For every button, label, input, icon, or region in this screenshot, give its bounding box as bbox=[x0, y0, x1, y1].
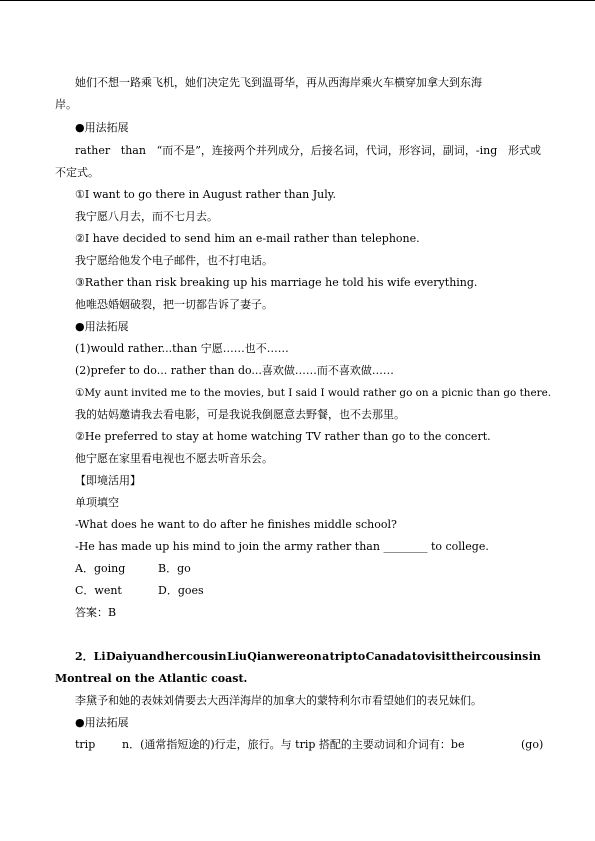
heading-word: in bbox=[528, 650, 541, 663]
heading-word: to bbox=[352, 650, 366, 663]
heading-word: trip bbox=[329, 650, 353, 663]
heading-word: cousins bbox=[481, 650, 529, 663]
translation-line-1: 她们不想一路乘飞机，她们决定先飞到温哥华，再从西海岸乘火车横穿加拿大到东海 bbox=[75, 76, 482, 89]
heading-word: her bbox=[164, 650, 186, 663]
answer: 答案：B bbox=[75, 606, 117, 619]
top-rule bbox=[0, 0, 595, 1]
option-b: B．go bbox=[158, 562, 191, 575]
example-zh: 我的姑妈邀请我去看电影，可是我说我倒愿意去野餐，也不去那里。 bbox=[75, 408, 405, 421]
pattern-1: (1)would rather...than 宁愿……也不…… bbox=[75, 342, 289, 355]
def-word: than bbox=[120, 144, 146, 157]
rather-than-definition bbox=[75, 144, 541, 158]
usage-heading: ●用法拓展 bbox=[75, 320, 129, 333]
def-word: “而不是”，连接两个并列成分，后接名词，代词，形容词，副词，-ing bbox=[156, 144, 498, 157]
example-en: ①My aunt invited me to the movies, but I said I would rather go on a picnic than go there. bbox=[75, 387, 552, 399]
heading-word: Canada bbox=[365, 650, 412, 663]
question-line-2: -He has made up his mind to join the army rather than ________ to college. bbox=[75, 540, 489, 553]
example-zh: 我宁愿八月去，而不七月去。 bbox=[75, 210, 218, 223]
heading-word: Liu bbox=[226, 650, 247, 663]
heading-word: were bbox=[276, 650, 306, 663]
practice-heading: 【即境活用】 bbox=[75, 474, 141, 487]
heading-word: Qian bbox=[247, 650, 277, 663]
example-en: ②He preferred to stay at home watching TV rather than go to the concert. bbox=[75, 430, 491, 443]
option-d: D．goes bbox=[158, 584, 204, 597]
section-2-heading bbox=[75, 650, 541, 664]
example-en: ①I want to go there in August rather than July. bbox=[75, 188, 336, 201]
example-zh: 我宁愿给他发个电子邮件，也不打电话。 bbox=[75, 254, 273, 267]
heading-word: Daiyu bbox=[106, 650, 142, 663]
heading-word: visit bbox=[424, 650, 451, 663]
trip-definition: n．(通常指短途的)行走，旅行。与 trip 搭配的主要动词和介词有：be bbox=[122, 738, 465, 751]
definition-line-2: 不定式。 bbox=[55, 166, 99, 179]
question-line-1: -What does he want to do after he finishes middle school? bbox=[75, 518, 397, 531]
heading-word: and bbox=[141, 650, 165, 663]
example-zh: 他唯恐婚姻破裂，把一切都告诉了妻子。 bbox=[75, 298, 273, 311]
usage-heading: ●用法拓展 bbox=[75, 121, 129, 134]
section-2-translation: 李黛予和她的表妹刘倩要去大西洋海岸的加拿大的蒙特利尔市看望她们的表兄妹们。 bbox=[75, 694, 482, 707]
section-2-heading-line-2: Montreal on the Atlantic coast. bbox=[55, 672, 248, 685]
heading-word: on bbox=[306, 650, 322, 663]
option-a: A．going bbox=[75, 562, 126, 575]
trip-word: trip bbox=[75, 738, 96, 751]
heading-word: to bbox=[411, 650, 425, 663]
trip-definition-end: (go) bbox=[521, 738, 544, 751]
def-word: 形式或 bbox=[507, 144, 541, 157]
example-en: ③Rather than risk breaking up his marriage he told his wife everything. bbox=[75, 276, 478, 289]
example-zh: 他宁愿在家里看电视也不愿去听音乐会。 bbox=[75, 452, 273, 465]
pattern-2: (2)prefer to do... rather than do...喜欢做……而不喜欢做…… bbox=[75, 364, 394, 377]
heading-word: their bbox=[451, 650, 482, 663]
usage-heading: ●用法拓展 bbox=[75, 716, 129, 729]
practice-type: 单项填空 bbox=[75, 496, 119, 509]
option-c: C．went bbox=[75, 584, 122, 597]
example-en: ②I have decided to send him an e-mail rather than telephone. bbox=[75, 232, 420, 245]
def-word: rather bbox=[75, 144, 111, 157]
translation-line-2: 岸。 bbox=[55, 98, 77, 111]
heading-word: 2．Li bbox=[75, 650, 106, 663]
heading-word: a bbox=[322, 650, 330, 663]
heading-word: cousin bbox=[186, 650, 227, 663]
